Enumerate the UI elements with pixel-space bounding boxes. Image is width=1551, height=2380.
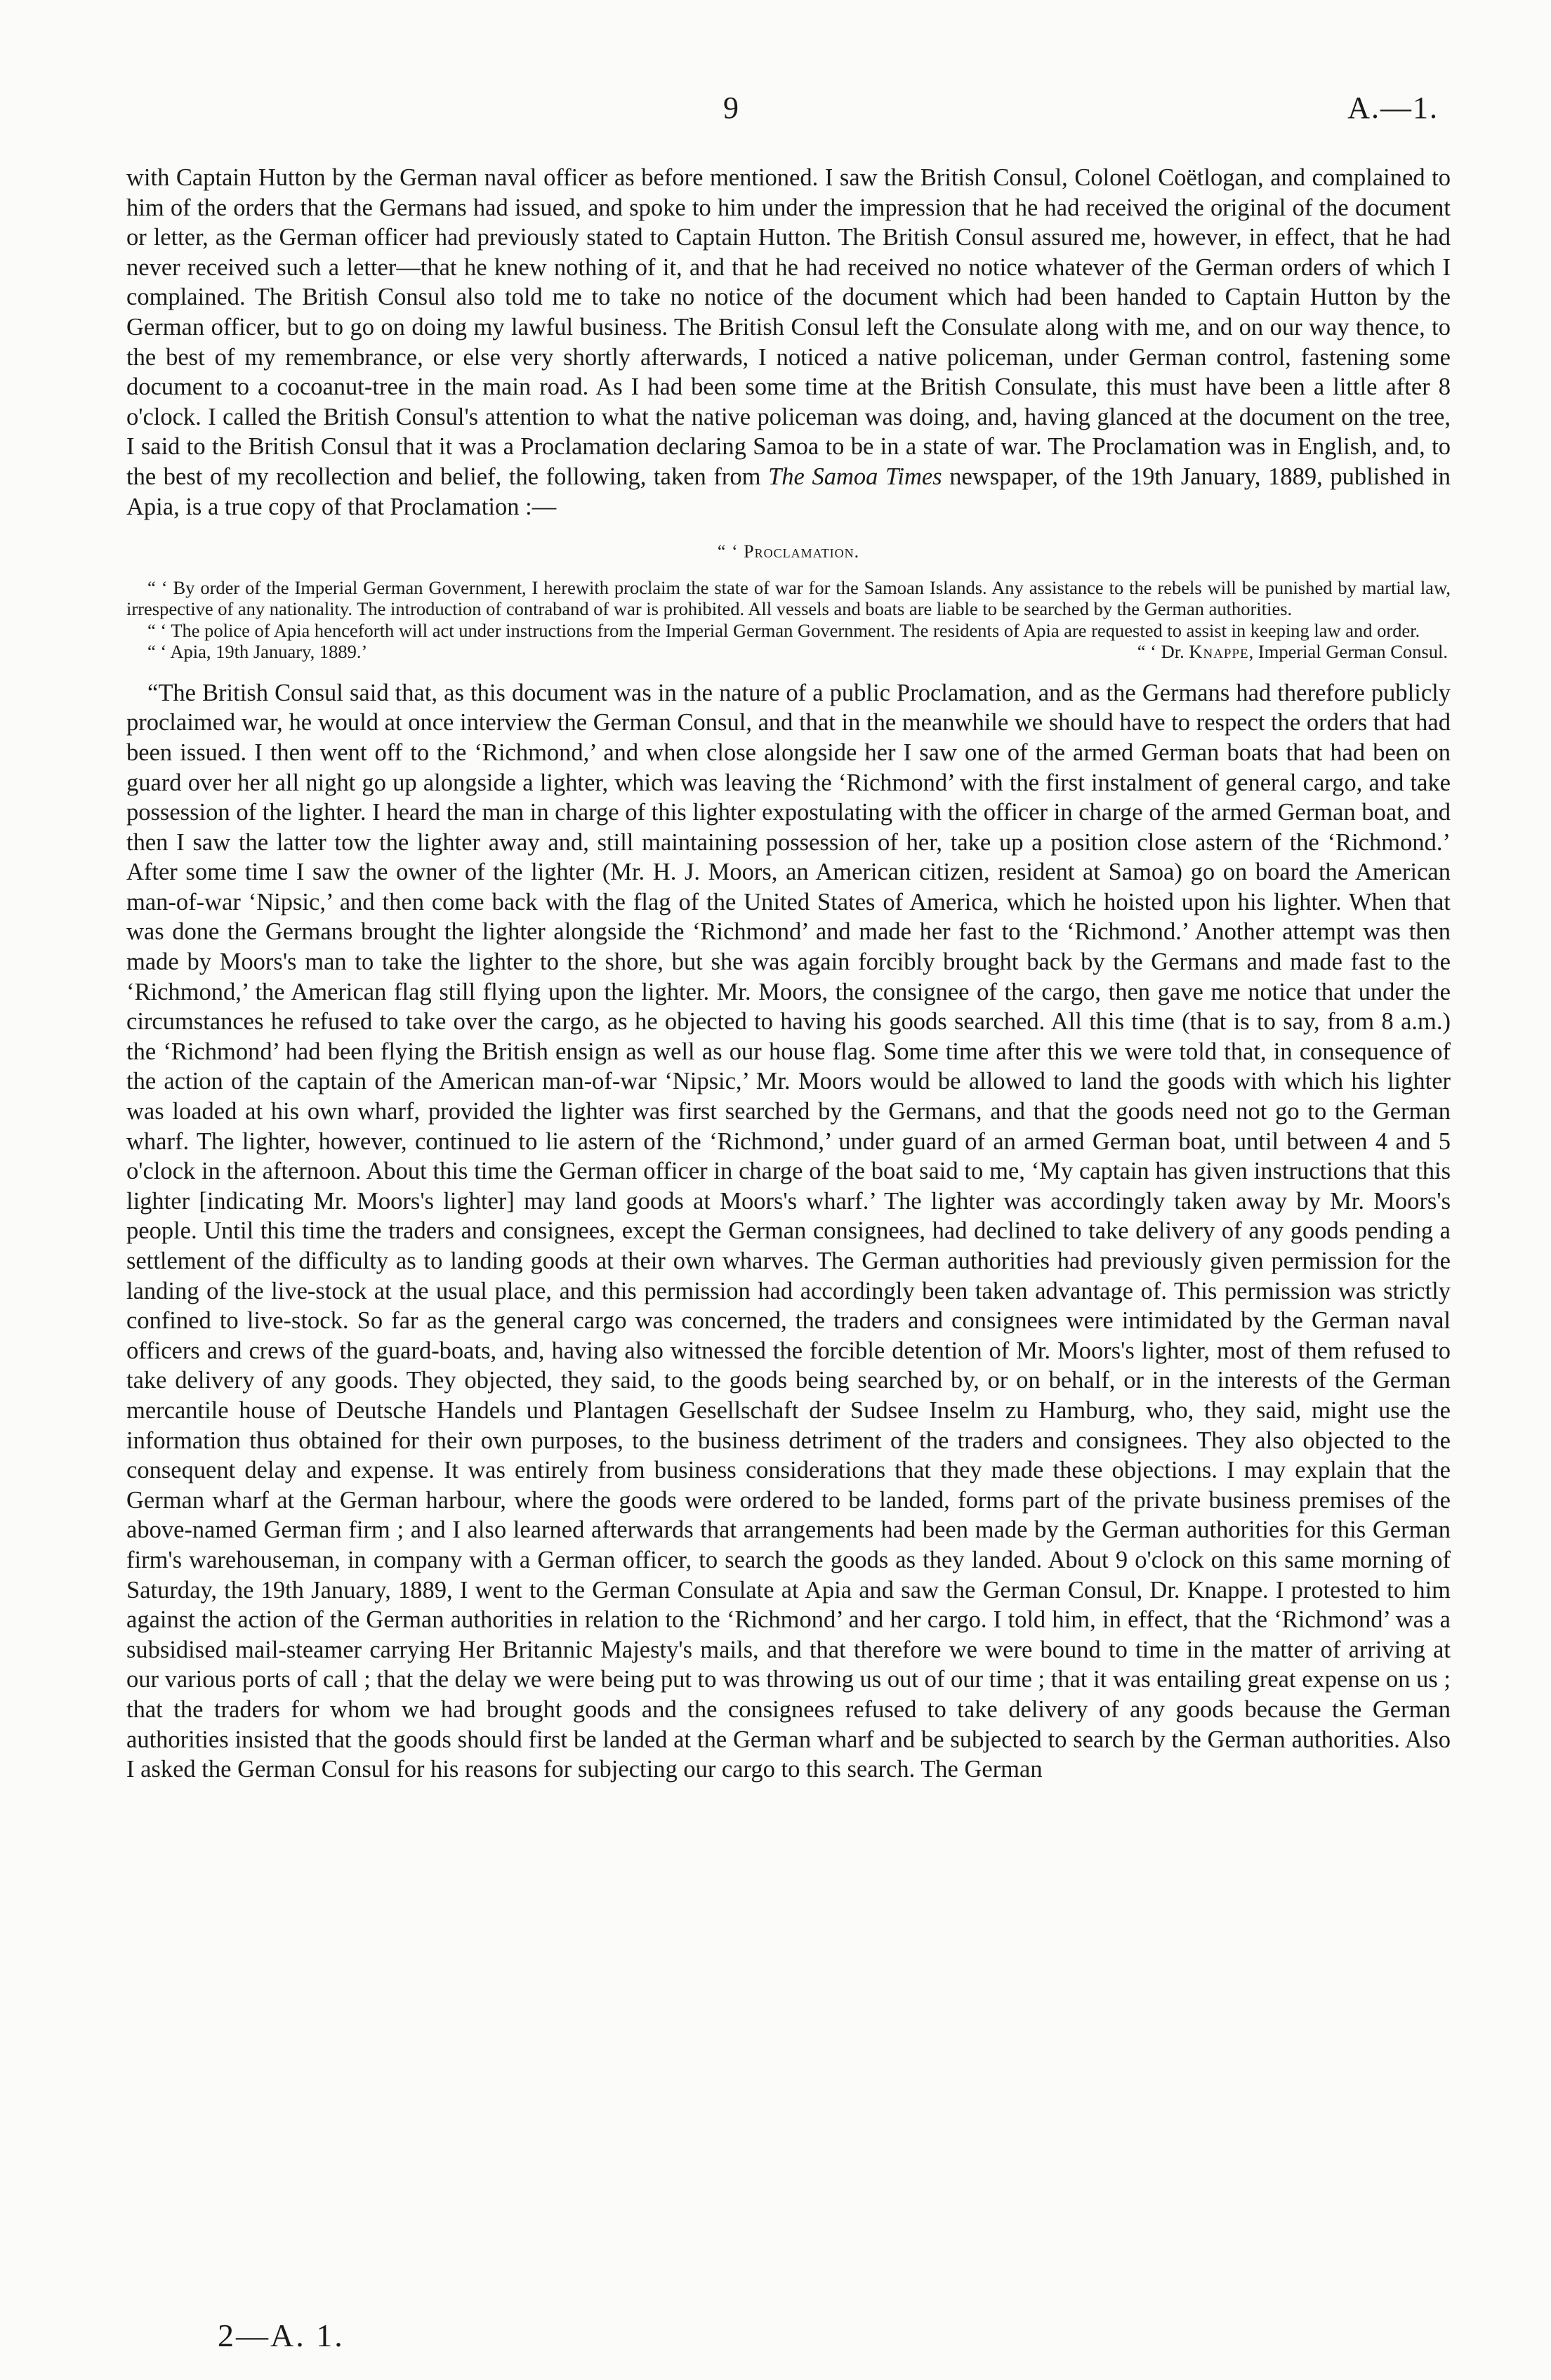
document-reference: A.—1. (1347, 91, 1439, 125)
body-text (126, 163, 1451, 1785)
proclamation-signature-row (126, 641, 1451, 663)
proclamation-title: “ ‘ Proclamation. (717, 541, 860, 562)
signature-suffix: , Imperial German Consul. (1248, 641, 1448, 663)
paragraph-2: “The British Consul said that, as this document was in the nature of a public Proclamation, and as the Germans had therefore publicly proclaimed war, he would at once interview the German Consul, and that in the meanwhile we should have to respect the orders that had been issued. I then went off to the ‘Richmond,’ and when close alongside her I saw one of the armed German boats that had been on guard over her all night go up alongside a lighter, which was leaving the ‘Richmond’ with the first instalment of general cargo, and take possession of the lighter. I heard the man in charge of this lighter expostulating with the officer in charge of the armed German boat, and then I saw the latter tow the lighter away and, still maintaining possession of her, take up a position close astern of the ‘Richmond.’ After some time I saw the owner of the lighter (Mr. H. J. Moors, an American citizen, resident at Samoa) go on board the American man-of-war ‘Nipsic,’ and then come back with the flag of the United States of America, which he hoisted upon his lighter. When that was done the Germans brought the lighter alongside the ‘Richmond’ and made her fast to the ‘Richmond.’ Another attempt was then made by Moors's man to take the lighter to the shore, but she was again forcibly brought back by the Germans and made fast to the ‘Richmond,’ the American flag still flying upon the lighter. Mr. Moors, the consignee of the cargo, then gave me notice that under the circumstances he refused to take over the cargo, as he objected to having his goods searched. All this time (that is to say, from 8 a.m.) the ‘Richmond’ had been flying the British ensign as well as our house flag. Some time after this we were told that, in consequence of the action of the captain of the American man-of-war ‘Nipsic,’ Mr. Moors would be allowed to land the goods with which his lighter was loaded at his own wharf, provided the lighter was first searched by the Germans, and that the goods need not go to the German wharf. The lighter, however, continued to lie astern of the ‘Richmond,’ under guard of an armed German boat, until between 4 and 5 o'clock in the afternoon. About this time the German officer in charge of the boat said to me, ‘My captain has given instructions that this lighter [indicating Mr. Moors's lighter] may land goods at Moors's wharf.’ The lighter was accordingly taken away by Mr. Moors's people. Until this time the traders and consignees, except the German consignees, had declined to take delivery of any goods pending a settlement of the difficulty as to landing goods at their own wharves. The German authorities had previously given permission for the landing of the live-stock at the usual place, and this permission had accordingly been taken advantage of. This permission was strictly confined to live-stock. So far as the general cargo was concerned, the traders and consignees were intimidated by the German naval officers and crews of the guard-boats, and, having also witnessed the forcible detention of Mr. Moors's lighter, most of them refused to take delivery of any goods. They objected, they said, to the goods being searched by, or on behalf, or in the interests of the German mercantile house of Deutsche Handels und Plantagen Gesellschaft der Sudsee Inselm zu Hamburg, who, they said, might use the information thus obtained for their own purposes, to the business detriment of the traders and consignees. They also objected to the consequent delay and expense. It was entirely from business considerations that they made these objections. I may explain that the German wharf at the German harbour, where the goods were ordered to be landed, forms part of the private business premises of the above-named German firm ; and I also learned afterwards that arrangements had been made by the German authorities for this German firm's warehouseman, in company with a German officer, to search the goods as they landed. About 9 o'clock on this same morning of Saturday, the 19th January, 1889, I went to the German Consulate at Apia and saw the German Consul, Dr. Knappe. I protested to him against the action of the German authorities in relation to the ‘Richmond’ and her cargo. I told him, in effect, that the ‘Richmond’ was a subsidised mail-steamer carrying Her Britannic Majesty's mails, and that therefore we were bound to time in the matter of arriving at our various ports of call ; that the delay we were being put to was throwing us out of our time ; that it was entailing great expense on us ; that the traders for whom we had brought goods and the consignees refused to take delivery of any goods because the German authorities insisted that the goods should first be landed at the German wharf and be subjected to search by the German authorities. Also I asked the German Consul for his reasons for subjecting our cargo to this search. The German (126, 679, 1451, 1783)
signature-name: Knappe (1189, 641, 1249, 663)
proclamation-block (126, 577, 1451, 663)
paragraph-1-end: newspaper, of the 19th January, 1889, published in Apia, is a true copy of that Proclamation :— (126, 463, 1451, 520)
newspaper-name: The Samoa Times (768, 463, 942, 490)
signature-prefix: “ ‘ Dr. (1137, 641, 1184, 663)
running-header (0, 90, 1551, 132)
paragraph-1-text: with Captain Hutton by the German naval officer as before mentioned. I saw the British Consul, Colonel Coëtlogan, and complained to him of the orders that the Germans had issued, and spoke to him under the impression that he had received the original of the document or letter, as the German officer had previously stated to Captain Hutton. The British Consul assured me, however, in effect, that he had never received such a letter—that he knew nothing of it, and that he had received no notice whatever of the German orders of which I complained. The British Consul also told me to take no notice of the document which had been handed to Captain Hutton by the German officer, but to go on doing my lawful business. The British Consul left the Consulate along with me, and on our way thence, to the best of my remembrance, or else very shortly afterwards, I noticed a native policeman, under German control, fastening some document to a cocoanut-tree in the main road. As I had been some time at the British Consulate, this must have been a little after 8 o'clock. I called the British Consul's attention to what the native policeman was doing, and, having glanced at the document on the tree, I said to the British Consul that it was a Proclamation declaring Samoa to be in a state of war. The Proclamation was in English, and, to the best of my recollection and belief, the following, taken from (126, 164, 1451, 490)
proclamation-text-2: “ ‘ The police of Apia henceforth will act under instructions from the Imperial German Government. The residents of Apia are requested to assist in keeping law and order. (147, 619, 1420, 641)
page-number: 9 (723, 91, 739, 125)
proclamation-signature (1137, 641, 1448, 663)
proclamation-text-1: “ ‘ By order of the Imperial German Government, I herewith proclaim the state of war for the Samoan Islands. Any assistance to the rebels will be punished by martial law, irrespective of any nationality. The introduction of contraband of war is prohibited. All vessels and boats are liable to be searched by the German authorities. (126, 576, 1451, 620)
proclamation-date: “ ‘ Apia, 19th January, 1889.’ (147, 641, 368, 663)
signature-mark: 2—A. 1. (218, 2318, 345, 2353)
paragraph-1 (126, 163, 1451, 522)
